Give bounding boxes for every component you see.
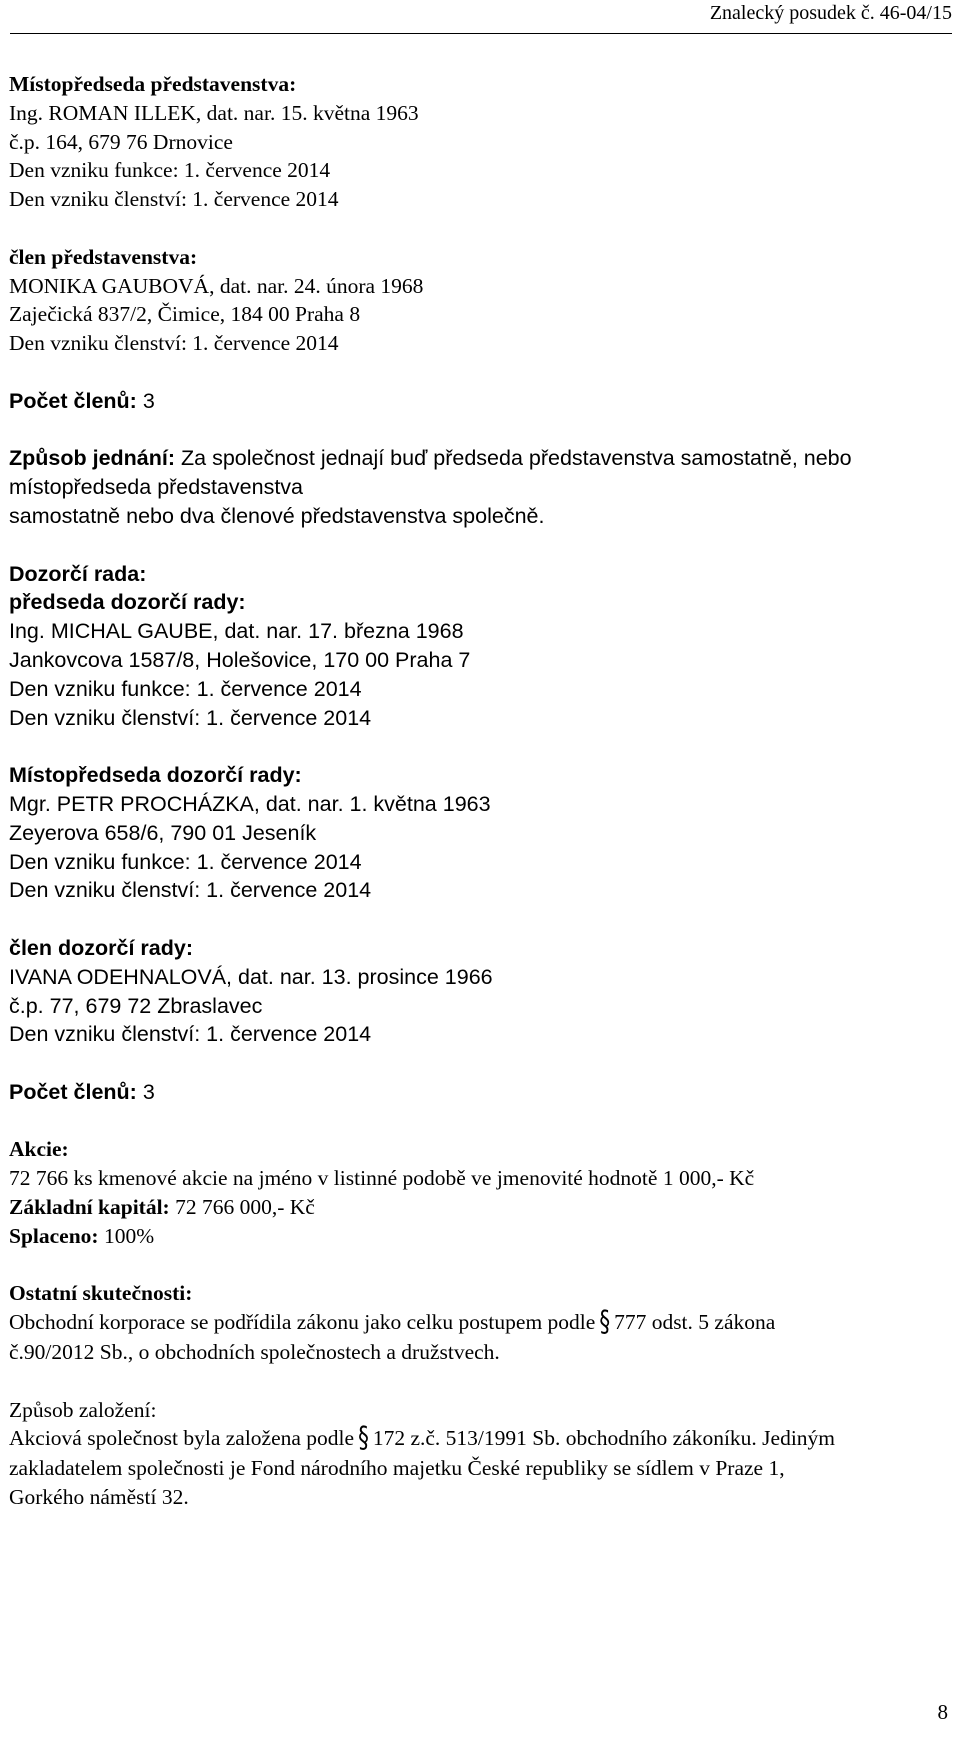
count-label: Počet členů: [9, 388, 137, 413]
acting-text: Za společnost jednají buď předseda představenstva samostatně, nebo [181, 446, 852, 471]
document-title: Znalecký posudek č. 46-04/15 [709, 2, 952, 24]
section-heading: Místopředseda dozorčí rady: [9, 763, 302, 788]
section-heading: člen dozorčí rady: [9, 935, 193, 960]
acting-section [9, 444, 934, 530]
other-facts-section [9, 1279, 934, 1366]
board-member-section [9, 243, 934, 358]
text-line: Den vzniku funkce: 1. července 2014 [9, 158, 331, 183]
section-heading: Ostatní skutečnosti: [9, 1281, 193, 1306]
section-heading: předseda dozorčí rady: [9, 590, 246, 615]
text-line: IVANA ODEHNALOVÁ, dat. nar. 13. prosince 1966 [9, 964, 493, 989]
section-heading: Způsob založení: [9, 1397, 157, 1422]
text-line: zakladatelem společnosti je Fond národního majetku České republiky se sídlem v Praze 1, [9, 1456, 785, 1481]
capital-label: Základní kapitál: [9, 1195, 170, 1220]
text-segment: 172 z.č. 513/1991 Sb. obchodního zákoníku. Jediným [372, 1426, 836, 1451]
founding-section [9, 1396, 934, 1512]
section-heading: Akcie: [9, 1137, 69, 1162]
text-line: Ing. ROMAN ILLEK, dat. nar. 15. května 1963 [9, 100, 419, 125]
text-segment: Obchodní korporace se podřídila zákonu jako celku postupem podle [9, 1310, 596, 1335]
board-count [9, 387, 934, 416]
text-line: Gorkého náměstí 32. [9, 1485, 189, 1510]
text-segment: 777 odst. 5 zákona [614, 1310, 776, 1335]
supervisory-vice-chair-section [9, 761, 934, 905]
paid-label: Splaceno: [9, 1223, 99, 1248]
section-sign-icon: § [599, 1305, 611, 1340]
text-line: Den vzniku členství: 1. července 2014 [9, 705, 372, 730]
section-heading: Místopředseda představenstva: [9, 72, 297, 96]
text-line: Zaječická 837/2, Čimice, 184 00 Praha 8 [9, 302, 361, 327]
supervisory-chair-section [9, 588, 934, 732]
section-heading: člen představenstva: [9, 244, 198, 269]
supervisory-count [9, 1078, 934, 1107]
text-line: Jankovcova 1587/8, Holešovice, 170 00 Praha 7 [9, 647, 471, 672]
count-value: 3 [142, 1079, 155, 1104]
text-line: MONIKA GAUBOVÁ, dat. nar. 24. února 1968 [9, 273, 424, 298]
paid-value: 100% [103, 1223, 155, 1248]
text-line: Mgr. PETR PROCHÁZKA, dat. nar. 1. května 1963 [9, 791, 491, 816]
count-label: Počet členů: [9, 1079, 137, 1104]
text-line: místopředseda představenstva [9, 475, 303, 500]
page-header [10, 0, 952, 34]
shares-section [9, 1135, 934, 1250]
acting-label: Způsob jednání: [9, 446, 176, 471]
board-vice-chair-section [9, 70, 934, 214]
page-number: 8 [937, 1700, 948, 1724]
document-body [9, 70, 934, 1541]
supervisory-board-title-block [9, 560, 934, 589]
text-line: Ing. MICHAL GAUBE, dat. nar. 17. března 1968 [9, 619, 464, 644]
section-sign-icon: § [358, 1421, 369, 1456]
text-line: Den vzniku funkce: 1. července 2014 [9, 676, 362, 701]
text-line: č.90/2012 Sb., o obchodních společnostech a družstvech. [9, 1340, 500, 1365]
supervisory-member-section [9, 934, 934, 1049]
text-segment: Akciová společnost byla založena podle [9, 1426, 355, 1451]
capital-value: 72 766 000,- Kč [175, 1195, 315, 1220]
text-line: Den vzniku funkce: 1. července 2014 [9, 849, 362, 874]
text-line: č.p. 77, 679 72 Zbraslavec [9, 993, 263, 1018]
text-line: Den vzniku členství: 1. července 2014 [9, 878, 372, 903]
count-value: 3 [142, 388, 155, 413]
text-line: Den vzniku členství: 1. července 2014 [9, 1022, 372, 1047]
text-line: Den vzniku členství: 1. července 2014 [9, 187, 339, 212]
supervisory-title: Dozorčí rada: [9, 561, 147, 586]
text-line: 72 766 ks kmenové akcie na jméno v listinné podobě ve jmenovité hodnotě 1 000,- Kč [9, 1166, 755, 1191]
text-line: Den vzniku členství: 1. července 2014 [9, 331, 339, 356]
text-line: Zeyerova 658/6, 790 01 Jeseník [9, 820, 317, 845]
text-line: samostatně nebo dva členové představenstva společně. [9, 503, 545, 528]
text-line: č.p. 164, 679 76 Drnovice [9, 129, 233, 154]
